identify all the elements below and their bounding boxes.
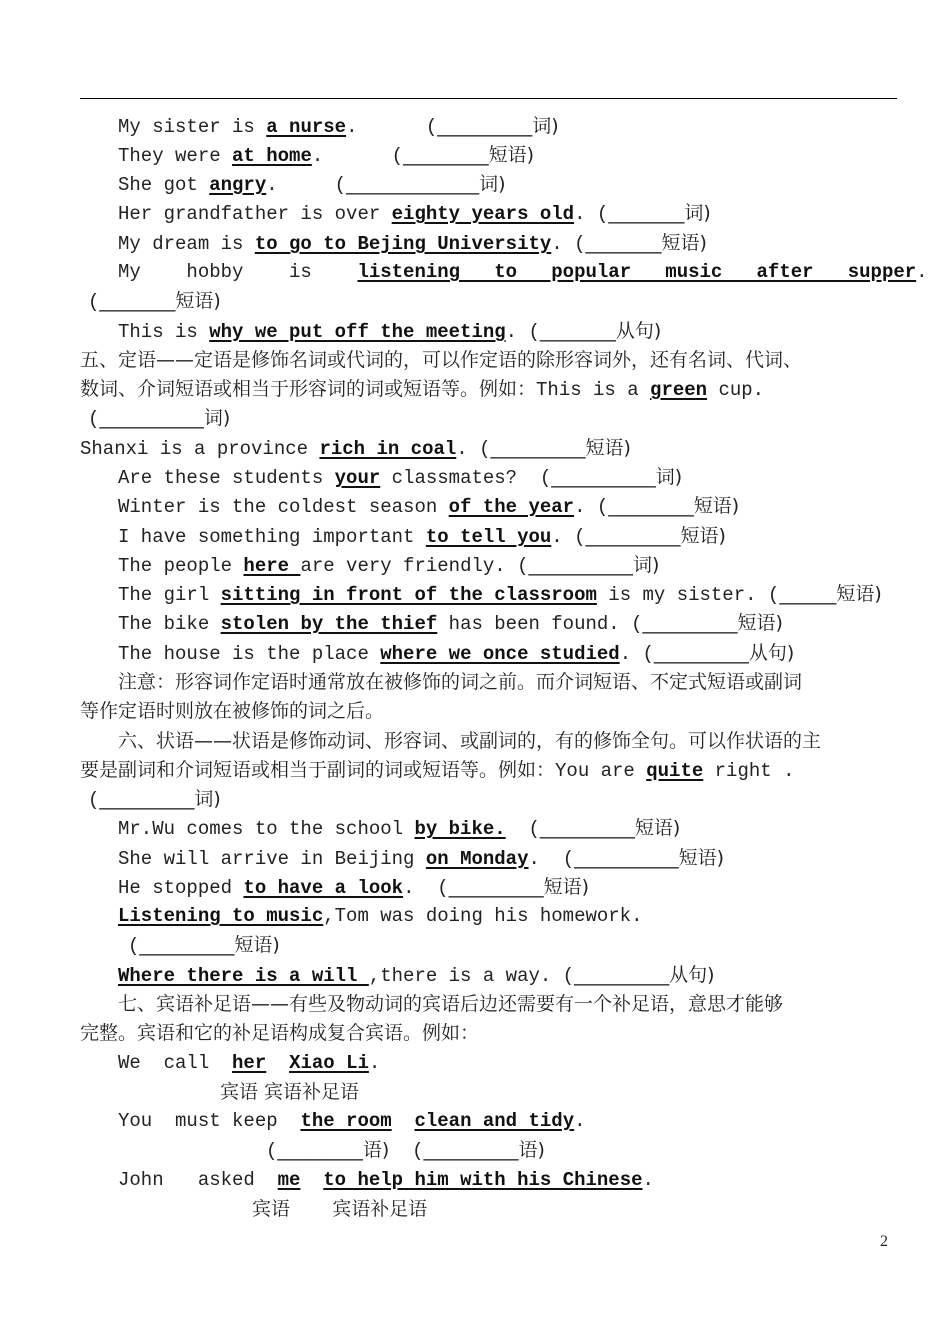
underlined-phrase: to tell you [425,526,552,548]
header-rule [80,98,897,99]
text-segment: ( [389,1140,424,1162]
answer-blank: __________ [99,788,195,810]
text-segment: ,Tom was doing his homework. [323,905,643,927]
text-line [0,404,950,433]
answer-blank: ________ [585,232,662,254]
chinese-text: 词) [194,788,221,810]
text-segment: classmates? ( [380,467,552,489]
text-segment: My hobby is [118,261,358,283]
answer-blank: __________ [139,934,235,956]
text-segment: The bike [118,613,221,635]
underlined-phrase: me [277,1169,301,1191]
underlined-phrase: sitting in front of the classroom [220,584,597,606]
answer-blank: __________ [653,642,749,664]
underlined-phrase: why we put off the meeting [209,321,506,343]
text-segment: . ( [574,496,609,518]
text-segment: Her grandfather is over [118,203,392,225]
page-number: 2 [880,1233,888,1250]
text-segment [300,1169,323,1191]
chinese-text: 短语) [836,583,882,605]
text-line [0,434,950,463]
chinese-text: 从句) [669,964,715,986]
text-line [0,902,950,931]
text-segment: has been found. ( [437,613,643,635]
text-segment: . ( [456,438,491,460]
text-segment: ( [88,291,100,313]
text-segment: . ( [266,174,347,196]
text-segment: . ( [403,877,449,899]
chinese-text: 短语) [693,495,740,517]
text-segment: You are [555,760,647,782]
text-segment: . ( [619,643,654,665]
answer-blank: ___________ [574,847,679,869]
text-line [0,1195,950,1224]
text-line [0,112,950,141]
chinese-text: 完整。宾语和它的补足语构成复合宾语。例如： [80,1022,480,1044]
text-line [0,199,950,228]
underlined-phrase: of the year [448,496,575,518]
chinese-text: 短语) [634,817,681,839]
chinese-text: 等作定语时则放在被修饰的词之后。 [80,700,385,722]
text-line [0,990,950,1019]
answer-blank: ___________ [551,466,656,488]
text-line [0,961,950,990]
text-segment: He stopped [118,877,244,899]
text-segment: . ( [528,848,575,870]
chinese-text: 从句) [615,320,662,342]
text-segment: . [368,1052,381,1074]
underlined-phrase: the room [300,1110,392,1132]
text-segment: . ( [311,145,404,167]
text-segment: Mr.Wu comes to the school [118,818,415,840]
text-line [0,551,950,580]
text-segment: John asked [118,1169,278,1191]
underlined-phrase: on Monday [425,848,529,870]
underlined-phrase: clean and tidy [414,1110,575,1132]
answer-blank: __________ [448,876,544,898]
answer-blank: _________ [403,144,489,166]
text-segment: This is [118,321,210,343]
text-line [0,1166,950,1195]
text-segment: . ( [505,321,540,343]
text-line [0,1049,950,1078]
underlined-phrase: Where there is a will [118,965,369,987]
underlined-phrase: rich in coal [319,438,457,460]
text-segment: We call [118,1052,233,1074]
chinese-text: 短语) [234,934,280,956]
text-line [0,170,950,199]
answer-blank: __________ [490,437,586,459]
text-segment: ( [505,818,540,840]
text-segment: They were [118,145,233,167]
text-line [0,727,950,756]
answer-blank: __________ [539,817,635,839]
text-segment: ( [88,789,100,811]
chinese-text: 词) [479,173,506,195]
text-line [0,375,950,404]
chinese-text: 短语) [585,437,631,459]
text-segment: This is a [536,379,651,401]
underlined-phrase: Listening to music [118,905,324,927]
text-segment: Shanxi is a province [80,438,320,460]
answer-blank: __________ [423,1139,519,1161]
answer-blank: ______ [779,583,837,605]
text-segment: is my sister. ( [596,584,780,606]
chinese-text: 六、状语——状语是修饰动词、形容词、或副词的，有的修饰全句。可以作状语的主 [118,730,822,752]
text-segment [266,1052,289,1074]
text-line [0,346,950,375]
answer-blank: __________ [585,525,681,547]
answer-blank: _________ [608,495,694,517]
text-line [0,463,950,492]
chinese-text: 词) [532,115,559,137]
text-segment: . [642,1169,654,1191]
text-line [0,873,950,902]
text-line [0,639,950,668]
text-segment: . ( [346,116,438,138]
underlined-phrase: to help him with his Chinese [323,1169,643,1191]
chinese-text: 语) [362,1139,390,1161]
text-line [0,287,950,316]
text-segment: ( [128,935,140,957]
text-line [0,1136,950,1165]
chinese-text: 注意：形容词作定语时通常放在被修饰的词之前。而介词短语、不定式短语或副词 [118,671,803,693]
answer-blank: ______________ [346,173,480,195]
chinese-text: 词) [655,466,683,488]
underlined-phrase: her [232,1052,267,1074]
underlined-phrase: a nurse [266,116,347,138]
answer-blank: ________ [99,290,176,312]
text-line [0,492,950,521]
text-segment: Winter is the coldest season [118,496,449,518]
text-line [0,931,950,960]
underlined-phrase: quite [646,760,704,782]
underlined-phrase: here [243,555,301,577]
text-line [0,522,950,551]
chinese-text: 要是副词和介词短语或相当于副词的词或短语等。例如： [80,759,556,781]
text-line [0,1107,950,1136]
chinese-text: 词) [684,202,711,224]
underlined-phrase: angry [209,174,267,196]
text-segment: Are these students [118,467,335,489]
answer-blank: ________ [608,202,685,224]
text-line [0,668,950,697]
text-segment: My dream is [118,233,255,255]
text-line [0,609,950,638]
text-segment: . [574,1110,586,1132]
answer-blank: ___________ [528,554,633,576]
text-line [0,1078,950,1107]
answer-blank: __________ [574,964,670,986]
text-segment: . ( [551,526,586,548]
text-line [0,258,950,287]
text-segment: My sister is [118,116,267,138]
text-segment: The girl [118,584,221,606]
text-segment: I have something important [118,526,426,548]
chinese-text: 数词、介词短语或相当于形容词的词或短语等。例如： [80,378,537,400]
text-segment: The people [118,555,244,577]
underlined-phrase: to go to Bejing University [254,233,552,255]
underlined-phrase: stolen by the thief [220,613,438,635]
answer-blank: __________ [437,115,533,137]
underlined-phrase: eighty years old [391,203,575,225]
text-segment: are very friendly. ( [300,555,529,577]
chinese-text: 词) [632,554,660,576]
text-segment: ( [88,408,100,430]
underlined-phrase: to have a look [243,877,404,899]
chinese-text: 语) [518,1139,545,1161]
text-line [0,141,950,170]
answer-blank: ___________ [99,407,204,429]
underlined-phrase: at home [232,145,312,167]
text-segment: She got [118,174,210,196]
text-segment [392,1110,415,1132]
underlined-phrase: listening to popular music after supper [357,261,917,283]
text-segment: ,there is a way. ( [368,965,575,987]
text-line [0,229,950,258]
text-segment: You must keep [118,1110,301,1132]
text-line [0,844,950,873]
text-line [0,697,950,726]
text-line [0,580,950,609]
answer-blank: ________ [539,320,616,342]
chinese-text: 短语) [543,876,590,898]
chinese-text: 七、宾语补足语——有些及物动词的宾语后边还需要有一个补足语，意思才能够 [118,993,784,1015]
text-segment: ( [266,1140,278,1162]
chinese-text: 短语) [678,847,725,869]
text-line [0,756,950,785]
chinese-text: 五、定语——定语是修饰名词或代词的，可以作定语的除形容词外，还有名词、代词、 [80,349,803,371]
answer-blank: __________ [642,612,738,634]
text-line [0,785,950,814]
text-line [0,317,950,346]
chinese-text: 短语) [680,525,726,547]
text-segment: cup. [707,379,765,401]
text-segment: . ( [574,203,609,225]
text-line [0,814,950,843]
answer-blank: _________ [277,1139,363,1161]
chinese-text: 从句) [748,642,795,664]
text-segment: . [916,261,928,283]
text-line [0,1019,950,1048]
underlined-phrase: your [334,467,381,489]
text-segment: The house is the place [118,643,381,665]
underlined-phrase: Xiao Li [289,1052,369,1074]
chinese-text: 宾语 宾语补足语 [220,1081,360,1103]
underlined-phrase: where we once studied [380,643,620,665]
chinese-text: 短语) [737,612,783,634]
underlined-phrase: green [650,379,708,401]
text-segment: She will arrive in Beijing [118,848,426,870]
chinese-text: 短语) [488,144,534,166]
chinese-text: 宾语 宾语补足语 [252,1198,428,1220]
underlined-phrase: by bike. [414,818,506,840]
text-segment: right . [703,760,795,782]
chinese-text: 短语) [661,232,707,254]
chinese-text: 词) [203,407,231,429]
text-segment: . ( [551,233,586,255]
chinese-text: 短语) [175,290,221,312]
